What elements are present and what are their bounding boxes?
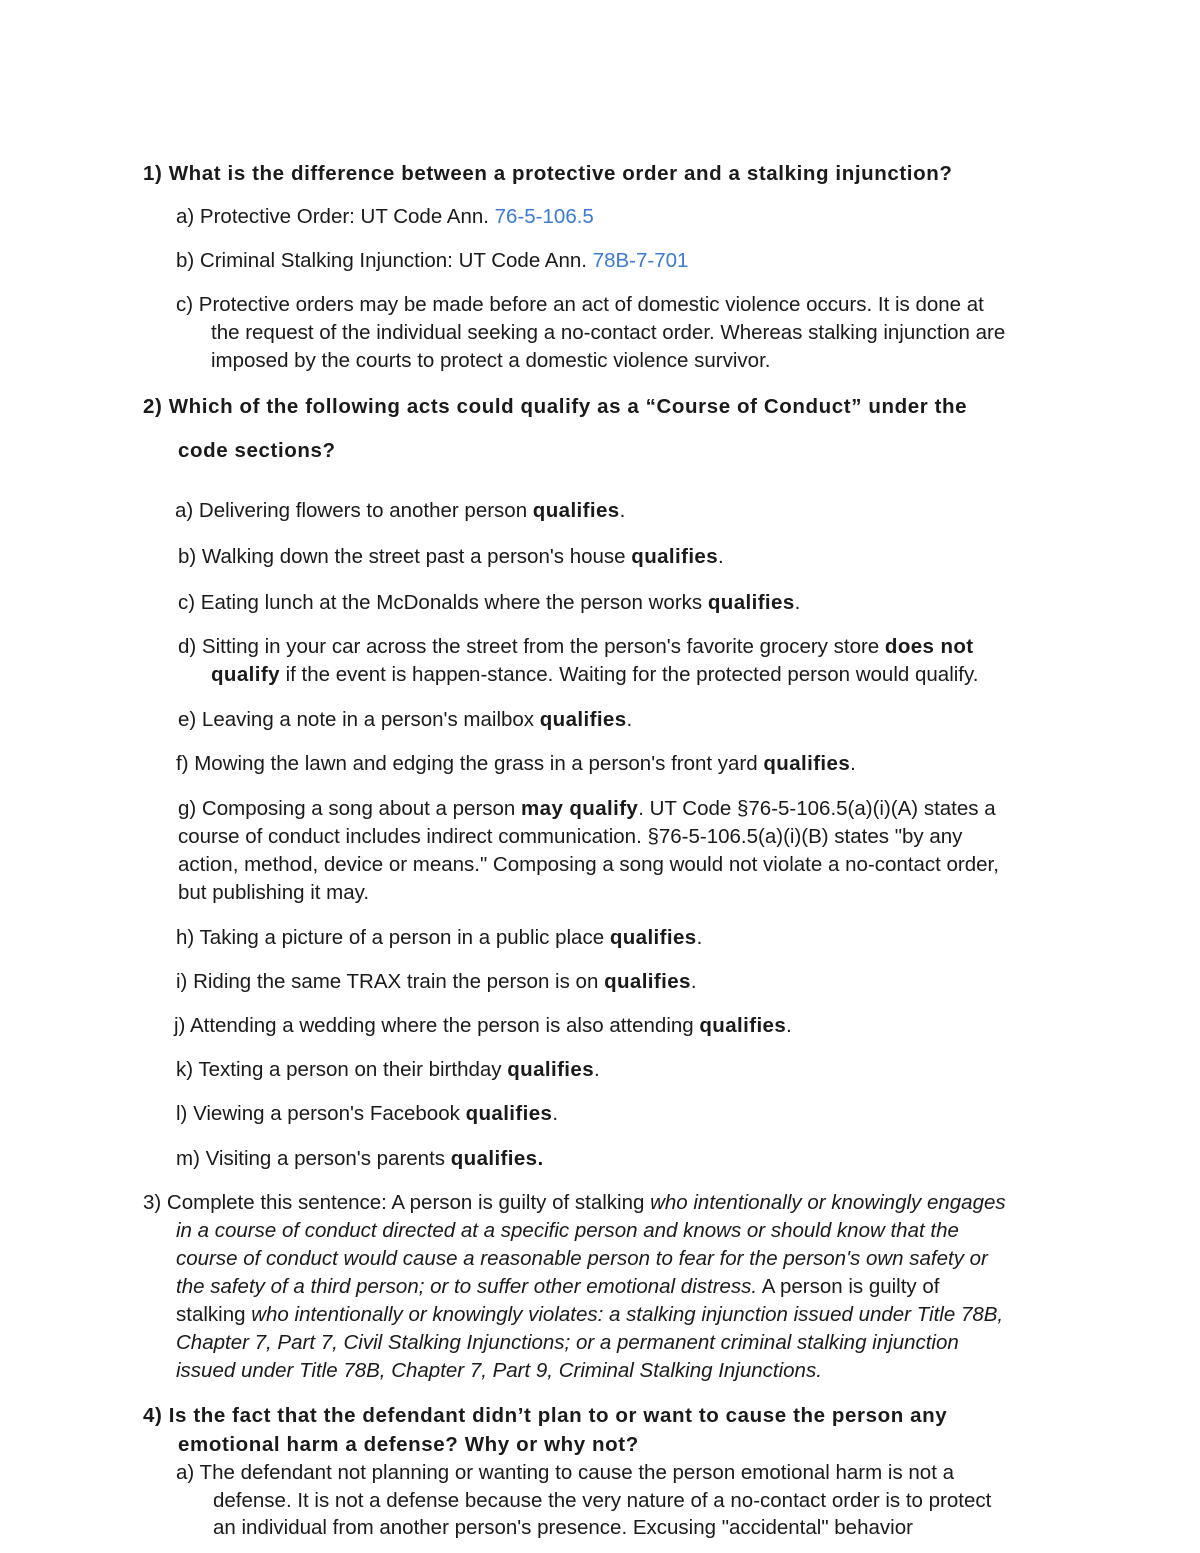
q4-answer-a-line: a) The defendant not planning or wanting to cause the person emotional harm is not a [176,1461,954,1484]
q2-item-f: f) Mowing the lawn and edging the grass in a person's front yard qualifies. [176,752,856,775]
q2-item-l: l) Viewing a person's Facebook qualifies. [176,1102,559,1125]
q2-item-h: h) Taking a picture of a person in a public place qualifies. [176,926,703,949]
q2-item-k: k) Texting a person on their birthday qualifies. [176,1058,600,1081]
q1-answer-c-line: the request of the individual seeking a no-contact order. Whereas stalking injunction are [211,321,1006,344]
question-3-line: in a course of conduct directed at a specific person and knows or should know that the [176,1219,959,1242]
question-3-line: stalking who intentionally or knowingly violates: a stalking injunction issued under Title 78B, [176,1303,1004,1326]
q2-item-j: j) Attending a wedding where the person is also attending qualifies. [174,1014,792,1037]
question-1: 1) What is the difference between a protective order and a stalking injunction? [143,162,953,185]
question-3-line: Chapter 7, Part 7, Civil Stalking Injunctions; or a permanent criminal stalking injunction [176,1331,959,1354]
question-3-line: the safety of a third person; or to suffer other emotional distress. A person is guilty of [176,1275,940,1298]
q4-answer-a-line: an individual from another person's presence. Excusing "accidental" behavior [213,1516,913,1539]
q2-item-b: b) Walking down the street past a person's house qualifies. [178,545,724,568]
q1-answer-b-text: b) Criminal Stalking Injunction: UT Code Ann. [176,249,593,272]
code-link-78b-7-701[interactable]: 78B-7-701 [592,249,689,272]
q1-answer-a [176,203,594,231]
q2-item-d-line1: d) Sitting in your car across the street from the person's favorite grocery store does not [178,635,974,658]
q2-item-g-line1: g) Composing a song about a person may qualify. UT Code §76-5-106.5(a)(i)(A) states a [178,797,996,820]
q1-answer-c-line: c) Protective orders may be made before an act of domestic violence occurs. It is done at [176,293,984,316]
q2-item-a: a) Delivering flowers to another person qualifies. [175,499,626,522]
q2-item-d-line2: qualify if the event is happen-stance. Waiting for the protected person would qualify. [211,663,979,686]
q2-item-i: i) Riding the same TRAX train the person is on qualifies. [176,970,697,993]
question-3-line: course of conduct would cause a reasonable person to fear for the person's own safety or [176,1247,988,1270]
q2-item-g-line: but publishing it may. [178,881,370,904]
question-3-line: issued under Title 78B, Chapter 7, Part 9, Criminal Stalking Injunctions. [176,1359,822,1382]
q1-answer-a-text: a) Protective Order: UT Code Ann. [176,205,495,228]
q2-item-g-line: action, method, device or means." Composing a song would not violate a no-contact order, [178,853,999,876]
q2-item-e: e) Leaving a note in a person's mailbox qualifies. [178,708,633,731]
q1-answer-b [176,247,688,275]
question-4-line: 4) Is the fact that the defendant didn’t plan to or want to cause the person any [143,1404,948,1427]
q4-answer-a-line: defense. It is not a defense because the very nature of a no-contact order is to protect [213,1489,992,1512]
q2-item-m: m) Visiting a person's parents qualifies. [176,1147,544,1170]
question-4-line: emotional harm a defense? Why or why not? [178,1433,639,1456]
question-2-line: 2) Which of the following acts could qualify as a “Course of Conduct” under the [143,395,968,418]
question-3-line1: 3) Complete this sentence: A person is guilty of stalking who intentionally or knowingly engages [143,1191,1006,1214]
code-link-76-5-106-5[interactable]: 76-5-106.5 [494,205,594,228]
q2-item-g-line: course of conduct includes indirect communication. §76-5-106.5(a)(i)(B) states "by any [178,825,963,848]
question-2-line: code sections? [178,439,336,462]
q1-answer-c-line: imposed by the courts to protect a domestic violence survivor. [211,349,771,372]
q2-item-c: c) Eating lunch at the McDonalds where the person works qualifies. [178,591,801,614]
